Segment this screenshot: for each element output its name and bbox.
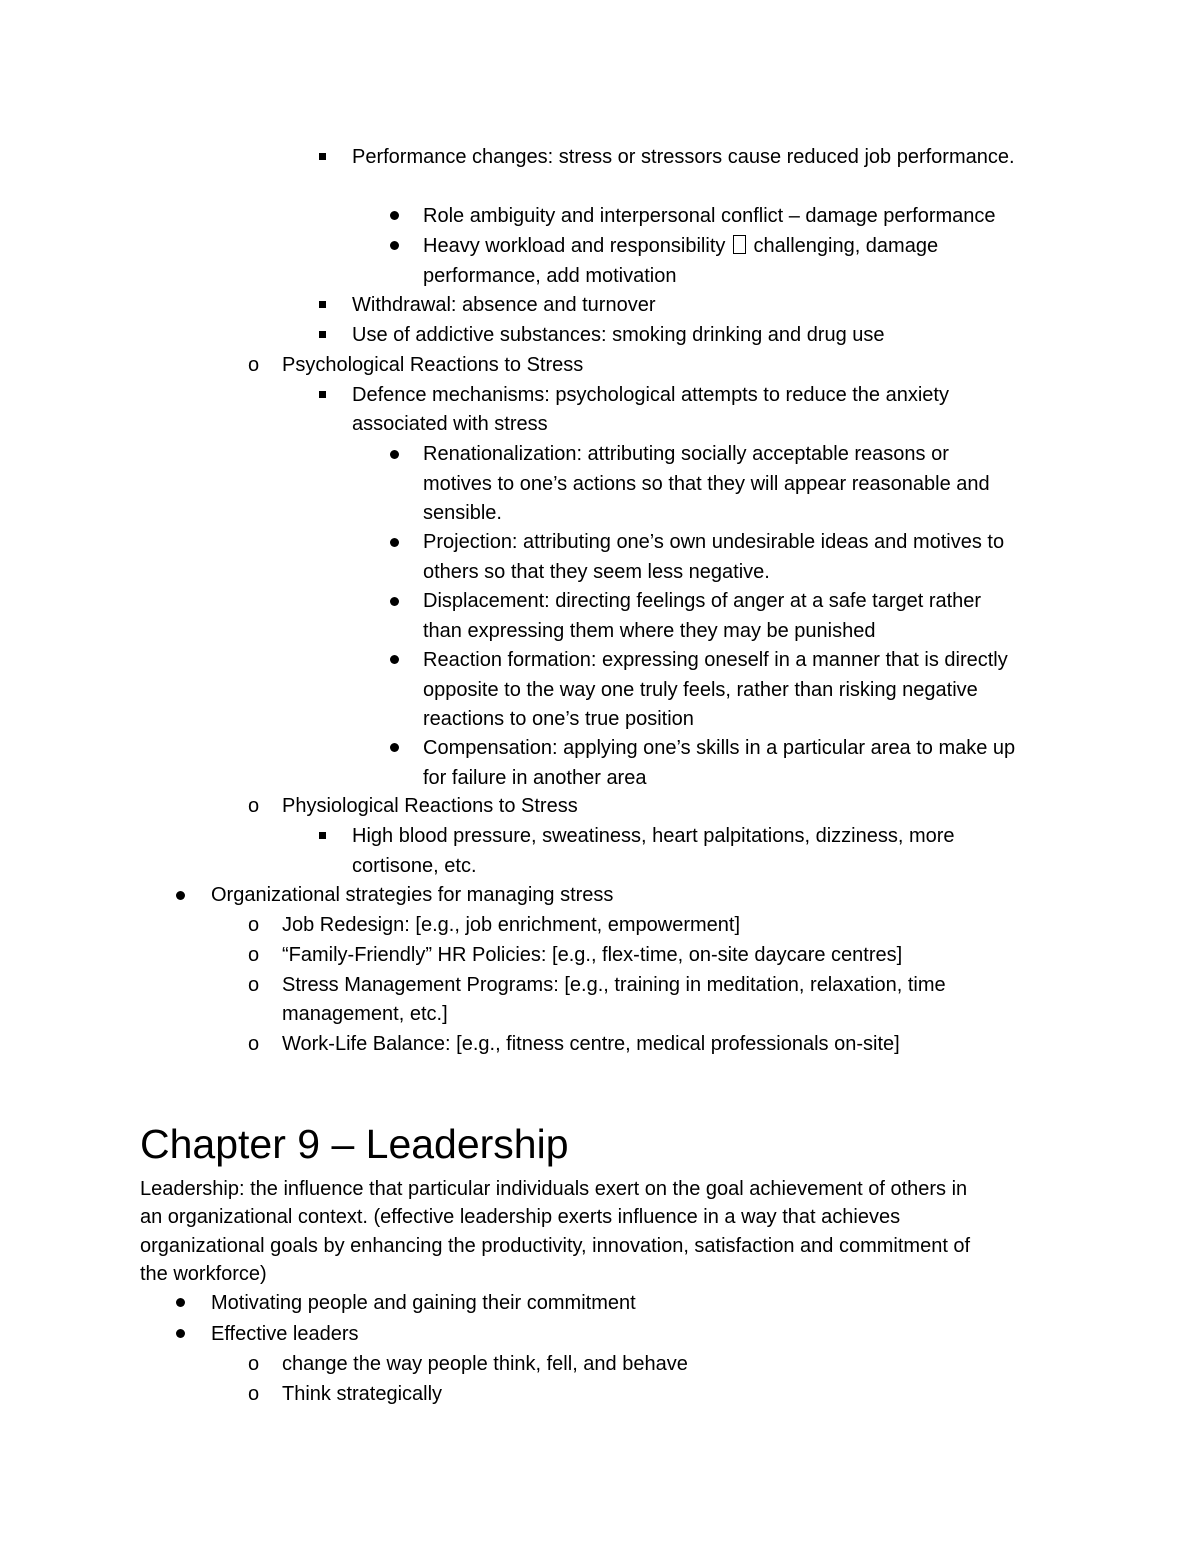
ring-bullet-icon: o xyxy=(248,944,260,966)
list-item: Work-Life Balance: [e.g., fitness centre, medical professionals on-site] xyxy=(282,1033,900,1055)
ring-bullet-icon: o xyxy=(248,914,260,936)
list-item: Renationalization: attributing socially acceptable reasons or xyxy=(423,443,949,465)
list-item: Physiological Reactions to Stress xyxy=(282,795,578,817)
ring-bullet-icon: o xyxy=(248,1383,260,1405)
round-bullet-icon xyxy=(390,743,399,752)
list-item-continuation: cortisone, etc. xyxy=(352,855,477,877)
missing-glyph-icon xyxy=(733,235,746,254)
list-item-text: challenging, damage xyxy=(753,235,939,257)
round-bullet-icon xyxy=(176,1298,185,1307)
list-item: Reaction formation: expressing oneself in a manner that is directly xyxy=(423,649,1008,671)
paragraph-line: the workforce) xyxy=(140,1263,267,1285)
list-item: High blood pressure, sweatiness, heart palpitations, dizziness, more xyxy=(352,825,955,847)
list-item-continuation: than expressing them where they may be punished xyxy=(423,620,876,642)
list-item: “Family-Friendly” HR Policies: [e.g., flex-time, on-site daycare centres] xyxy=(282,944,903,966)
round-bullet-icon xyxy=(176,1329,185,1338)
list-item: Performance changes: stress or stressors cause reduced job performance. xyxy=(352,146,1015,168)
square-bullet-icon xyxy=(319,331,326,338)
ring-bullet-icon: o xyxy=(248,1353,260,1375)
square-bullet-icon xyxy=(319,153,326,160)
round-bullet-icon xyxy=(176,891,185,900)
list-item-continuation: performance, add motivation xyxy=(423,265,677,287)
list-item-continuation: for failure in another area xyxy=(423,767,647,789)
list-item-continuation: motives to one’s actions so that they will appear reasonable and xyxy=(423,473,990,495)
round-bullet-icon xyxy=(390,211,399,220)
list-item: Think strategically xyxy=(282,1383,443,1405)
list-item: Job Redesign: [e.g., job enrichment, empowerment] xyxy=(282,914,741,936)
list-item: Effective leaders xyxy=(211,1323,359,1345)
ring-bullet-icon: o xyxy=(248,795,260,817)
list-item: Withdrawal: absence and turnover xyxy=(352,294,656,316)
list-item: Projection: attributing one’s own undesirable ideas and motives to xyxy=(423,531,1005,553)
list-item: Stress Management Programs: [e.g., training in meditation, relaxation, time xyxy=(282,974,946,996)
list-item: Displacement: directing feelings of anger at a safe target rather xyxy=(423,590,982,612)
list-item: Psychological Reactions to Stress xyxy=(282,354,584,376)
list-item: Organizational strategies for managing stress xyxy=(211,884,614,906)
list-item-continuation: others so that they seem less negative. xyxy=(423,561,770,583)
square-bullet-icon xyxy=(319,301,326,308)
list-item-continuation: management, etc.] xyxy=(282,1003,448,1025)
list-item: Motivating people and gaining their commitment xyxy=(211,1292,636,1314)
round-bullet-icon xyxy=(390,241,399,250)
list-item-continuation: associated with stress xyxy=(352,413,548,435)
ring-bullet-icon: o xyxy=(248,354,260,376)
round-bullet-icon xyxy=(390,655,399,664)
list-item: change the way people think, fell, and behave xyxy=(282,1353,688,1375)
chapter-heading: Chapter 9 – Leadership xyxy=(140,1121,569,1167)
list-item: Compensation: applying one’s skills in a particular area to make up xyxy=(423,737,1016,759)
ring-bullet-icon: o xyxy=(248,974,260,996)
list-item-continuation: opposite to the way one truly feels, rather than risking negative xyxy=(423,679,978,701)
round-bullet-icon xyxy=(390,597,399,606)
square-bullet-icon xyxy=(319,391,326,398)
list-item: Use of addictive substances: smoking drinking and drug use xyxy=(352,324,885,346)
list-item: Defence mechanisms: psychological attempts to reduce the anxiety xyxy=(352,384,949,406)
list-item-continuation: reactions to one’s true position xyxy=(423,708,694,730)
square-bullet-icon xyxy=(319,832,326,839)
round-bullet-icon xyxy=(390,450,399,459)
paragraph-line: an organizational context. (effective leadership exerts influence in a way that achieves xyxy=(140,1206,901,1228)
list-item-text: Heavy workload and responsibility xyxy=(423,235,726,257)
paragraph-line: Leadership: the influence that particular individuals exert on the goal achievement of others in xyxy=(140,1178,968,1200)
list-item xyxy=(423,231,938,261)
round-bullet-icon xyxy=(390,538,399,547)
paragraph-line: organizational goals by enhancing the productivity, innovation, satisfaction and commitment of xyxy=(140,1235,971,1257)
ring-bullet-icon: o xyxy=(248,1033,260,1055)
list-item: Role ambiguity and interpersonal conflict – damage performance xyxy=(423,205,996,227)
list-item-continuation: sensible. xyxy=(423,502,502,524)
